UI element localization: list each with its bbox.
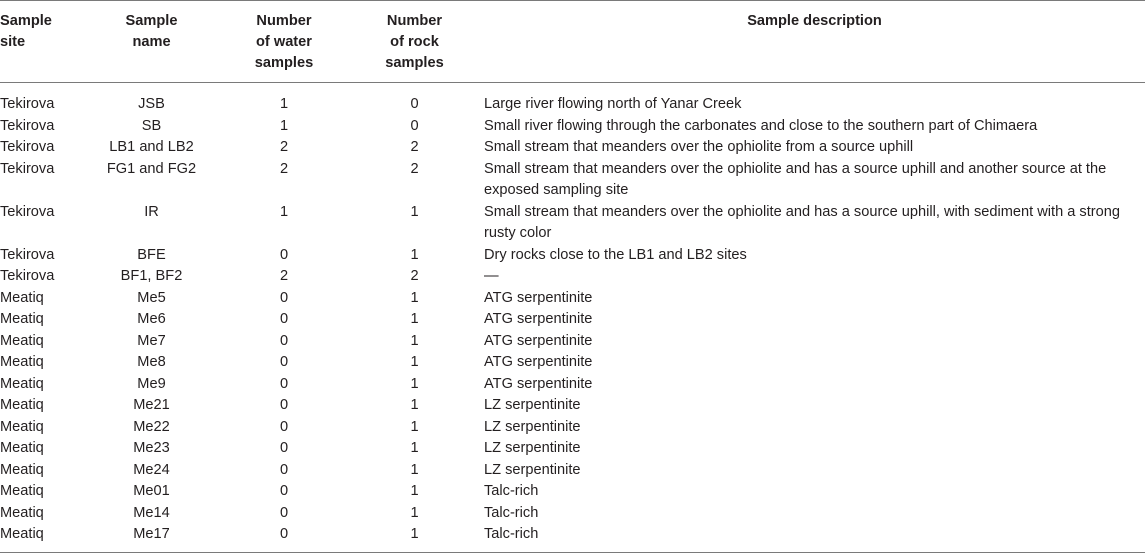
cell-sample-description: Small river flowing through the carbonates and close to the southern part of Chimaera	[484, 117, 1038, 134]
cell-sample-site: Tekirova	[0, 117, 55, 134]
cell-water-count: 1	[279, 117, 289, 134]
cell-water-count: 2	[279, 268, 289, 284]
cell-sample-name: BFE	[137, 246, 166, 263]
cell-sample-name: Me9	[137, 375, 166, 392]
table-row	[0, 395, 1145, 417]
cell-sample-name: Me24	[133, 461, 170, 478]
cell-sample-site: Meatiq	[0, 354, 44, 370]
cell-water-count: 2	[279, 160, 289, 177]
cell-water-count: 0	[279, 311, 289, 327]
cell-rock-count: 1	[410, 375, 419, 392]
cell-sample-description: Dry rocks close to the LB1 and LB2 sites	[484, 246, 747, 263]
cell-sample-site: Tekirova	[0, 268, 55, 284]
cell-sample-name: Me8	[137, 354, 166, 370]
table-row	[0, 417, 1145, 439]
table-row	[0, 83, 1145, 116]
table-row	[0, 116, 1145, 138]
cell-sample-name: SB	[141, 117, 162, 134]
cell-rock-count: 1	[410, 504, 419, 521]
cell-sample-name: Me7	[137, 332, 166, 349]
cell-sample-description: LZ serpentinite	[484, 461, 581, 478]
table-row	[0, 288, 1145, 310]
cell-sample-description: Small stream that meanders over the ophiolite from a source uphill	[484, 139, 914, 155]
table-header	[0, 1, 1145, 83]
table-row	[0, 352, 1145, 374]
table-row	[0, 309, 1145, 331]
cell-rock-count: 1	[410, 418, 419, 435]
cell-water-count: 0	[219, 524, 349, 552]
cell-sample-name: Me6	[137, 311, 166, 327]
cell-sample-description: LZ serpentinite	[484, 418, 581, 435]
cell-rock-count: 1	[410, 397, 419, 413]
table-row	[0, 266, 1145, 288]
cell-sample-description: ATG serpentinite	[484, 375, 593, 392]
cell-sample-name: Me17	[84, 524, 219, 552]
cell-sample-name: Me21	[133, 397, 170, 413]
cell-rock-count: 1	[410, 246, 419, 263]
cell-sample-name: Me01	[133, 483, 170, 499]
cell-rock-count: 1	[410, 483, 419, 499]
cell-sample-name: JSB	[138, 96, 165, 112]
cell-sample-description: Small stream that meanders over the ophiolite and has a source uphill and another source at the exposed sampling site	[484, 160, 1107, 198]
cell-rock-count: 2	[410, 139, 419, 155]
table-row	[0, 503, 1145, 525]
cell-sample-description: Small stream that meanders over the ophiolite and has a source uphill, with sediment with a strong rusty color	[484, 203, 1120, 241]
cell-rock-count: 1	[349, 524, 480, 552]
header-sample-description: Sample description	[480, 1, 1145, 83]
cell-rock-count: 1	[410, 354, 419, 370]
table-row	[0, 374, 1145, 396]
cell-sample-site: Meatiq	[0, 332, 44, 349]
cell-sample-site: Meatiq	[0, 311, 44, 327]
cell-rock-count: 0	[410, 96, 419, 112]
cell-water-count: 0	[279, 332, 289, 349]
cell-water-count: 0	[279, 289, 289, 306]
table-row	[0, 460, 1145, 482]
table-body	[0, 83, 1145, 553]
cell-rock-count: 2	[410, 160, 419, 177]
cell-water-count: 0	[279, 418, 289, 435]
cell-water-count: 0	[279, 354, 289, 370]
table-row	[0, 202, 1145, 245]
cell-sample-name: Me23	[133, 440, 170, 456]
cell-sample-name: FG1 and FG2	[106, 160, 197, 177]
cell-sample-name: Me14	[133, 504, 170, 521]
cell-sample-description: LZ serpentinite	[484, 397, 581, 413]
cell-sample-site: Tekirova	[0, 139, 55, 155]
cell-rock-count: 1	[410, 289, 419, 306]
cell-sample-site: Meatiq	[0, 440, 44, 456]
cell-sample-site: Meatiq	[0, 289, 44, 306]
header-sample-site: Sample site	[0, 1, 84, 83]
table-row	[0, 481, 1145, 503]
cell-sample-description: ATG serpentinite	[484, 311, 593, 327]
cell-sample-description: Talc-rich	[484, 504, 539, 521]
cell-rock-count: 2	[410, 268, 419, 284]
cell-sample-description: Talc-rich	[484, 483, 539, 499]
cell-water-count: 2	[279, 139, 289, 155]
cell-sample-site: Meatiq	[0, 504, 44, 521]
cell-sample-name: BF1, BF2	[120, 268, 183, 284]
cell-water-count: 0	[279, 461, 289, 478]
cell-sample-name: Me5	[137, 289, 166, 306]
header-rock-samples: Number of rock samples	[349, 1, 480, 83]
table-row	[0, 331, 1145, 353]
cell-sample-site: Tekirova	[0, 160, 55, 177]
cell-sample-site: Meatiq	[0, 418, 44, 435]
table-row	[0, 159, 1145, 202]
cell-rock-count: 1	[410, 203, 419, 220]
cell-sample-site: Meatiq	[0, 524, 84, 552]
cell-sample-description: —	[484, 268, 499, 284]
cell-sample-description: ATG serpentinite	[484, 289, 593, 306]
cell-sample-site: Meatiq	[0, 397, 44, 413]
cell-water-count: 0	[279, 397, 289, 413]
cell-sample-site: Tekirova	[0, 246, 55, 263]
cell-rock-count: 1	[410, 311, 419, 327]
table-row	[0, 137, 1145, 159]
cell-sample-site: Tekirova	[0, 203, 55, 220]
cell-rock-count: 1	[410, 461, 419, 478]
cell-sample-description: Talc-rich	[480, 524, 1145, 552]
cell-sample-description: LZ serpentinite	[484, 440, 581, 456]
cell-water-count: 0	[279, 504, 289, 521]
cell-water-count: 1	[279, 203, 289, 220]
header-row	[0, 1, 1145, 83]
table-row	[0, 524, 1145, 552]
cell-water-count: 1	[279, 96, 289, 112]
cell-sample-site: Meatiq	[0, 461, 44, 478]
cell-water-count: 0	[279, 440, 289, 456]
table-row	[0, 438, 1145, 460]
cell-sample-site: Meatiq	[0, 375, 44, 392]
cell-rock-count: 1	[410, 332, 419, 349]
cell-sample-description: Large river flowing north of Yanar Creek	[484, 96, 742, 112]
cell-water-count: 0	[279, 375, 289, 392]
header-water-samples: Number of water samples	[219, 1, 349, 83]
cell-sample-name: Me22	[133, 418, 170, 435]
cell-sample-site: Meatiq	[0, 483, 44, 499]
cell-water-count: 0	[279, 483, 289, 499]
cell-sample-site: Tekirova	[0, 96, 55, 112]
cell-rock-count: 0	[410, 117, 419, 134]
cell-water-count: 0	[279, 246, 289, 263]
cell-rock-count: 1	[410, 440, 419, 456]
cell-sample-name: LB1 and LB2	[109, 139, 194, 155]
cell-sample-name: IR	[144, 203, 159, 220]
cell-sample-description: ATG serpentinite	[484, 354, 593, 370]
cell-sample-description: ATG serpentinite	[484, 332, 593, 349]
table-row	[0, 245, 1145, 267]
header-sample-name: Sample name	[84, 1, 219, 83]
